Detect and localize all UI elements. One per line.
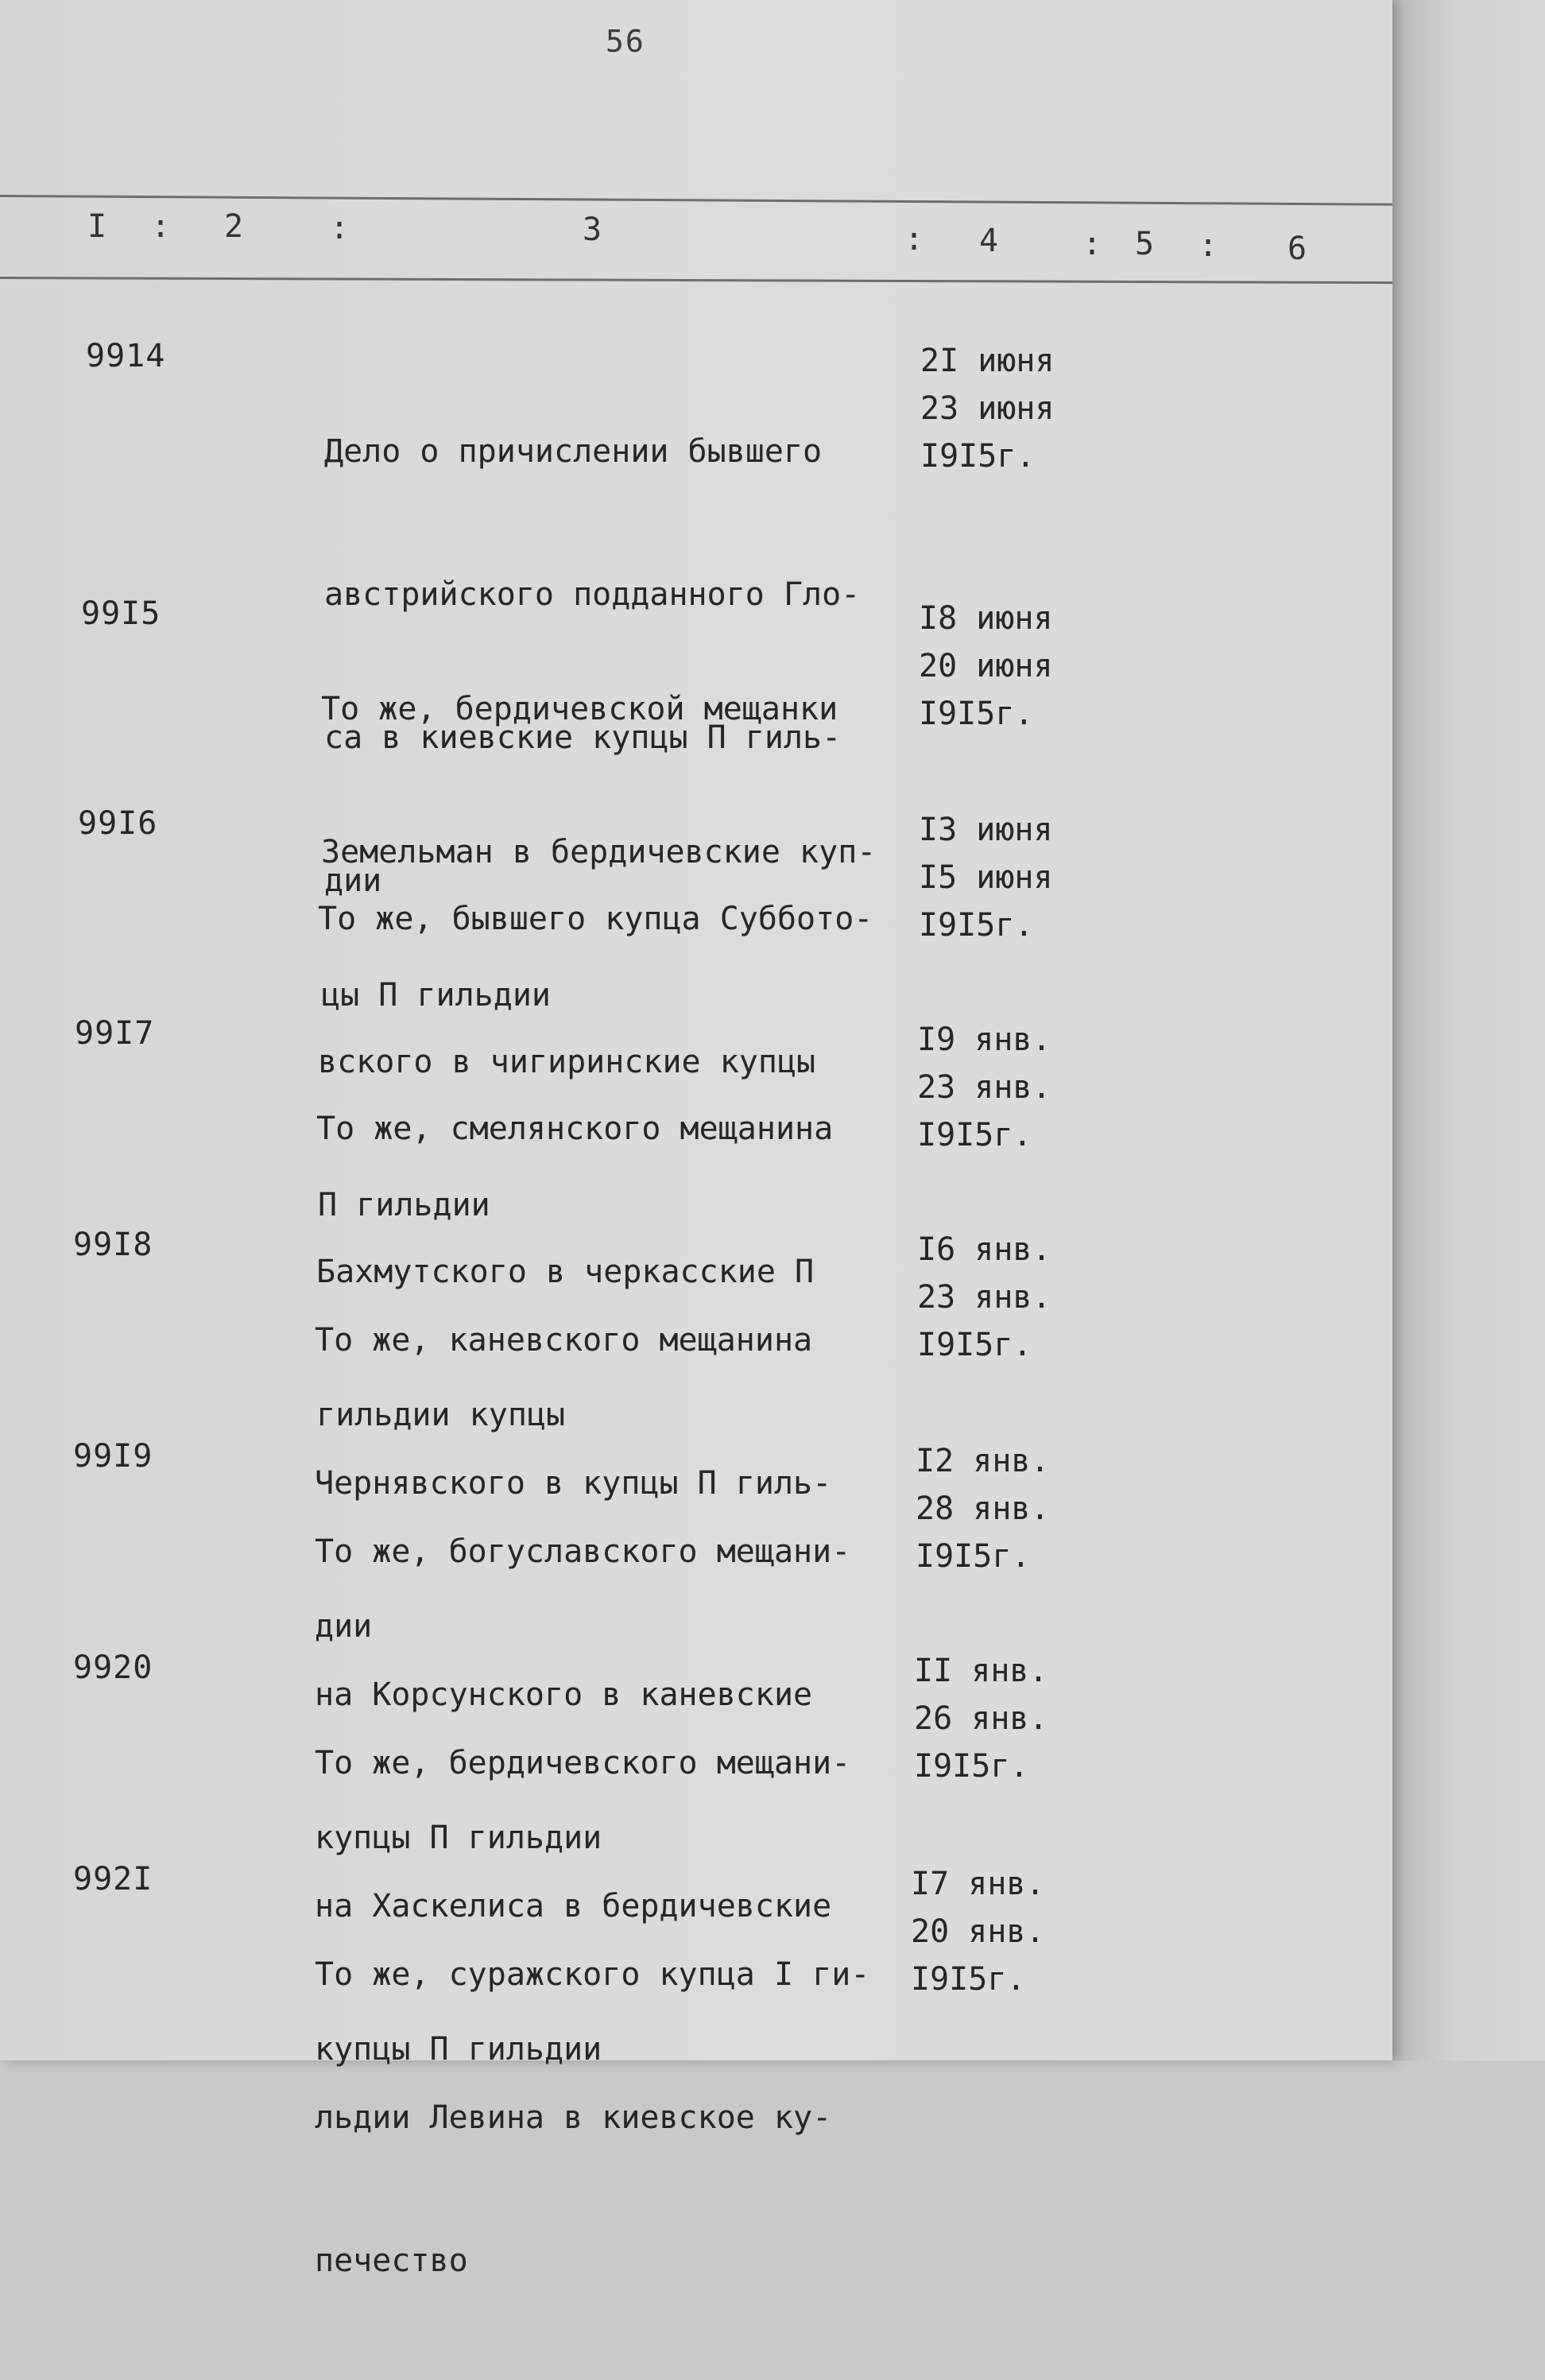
description-line: цы П гильдии [321,977,551,1014]
entry-dates [916,1437,1075,1580]
entry-number: 99I9 [73,1438,153,1475]
description-line: вского в чигиринские купцы [318,1044,816,1080]
date-start: I3 июня [919,812,1053,848]
entry-number: 99I6 [78,805,158,842]
header-rule-bottom [0,277,1392,284]
entry-dates [917,1226,1076,1369]
date-end: 23 янв. [917,1069,1051,1106]
description-line: То же, бердичевской мещанки [321,691,838,727]
column-separator: : [330,210,350,246]
entry-number: 9920 [73,1649,153,1686]
column-header-5: 5 [1135,226,1155,262]
description-line: на Корсунского в каневские [315,1676,813,1713]
description-line: купцы П гильдии [315,1820,602,1856]
column-header-2: 2 [224,208,244,245]
entry-number: 99I7 [75,1015,155,1052]
date-year: I9I5г. [911,1961,1026,1998]
entry-dates [914,1647,1073,1790]
description-line: То же, суражского купца I ги- [315,1956,870,1993]
column-separator: : [151,208,171,245]
header-rule-top [0,195,1392,206]
description-line: гильдии купцы [316,1397,566,1433]
description-line: Земельман в бердичевские куп- [321,834,877,870]
date-year: I9I5г. [914,1748,1029,1785]
date-year: I9I5г. [920,438,1036,475]
entry-dates [919,595,1078,738]
column-header-1: I [87,208,107,245]
description-line: Бахмутского в черкасские П [316,1254,815,1290]
date-start: I6 янв. [917,1231,1051,1268]
date-year: I9I5г. [917,1117,1032,1153]
column-separator: : [1198,227,1218,264]
date-start: II янв. [914,1653,1048,1689]
date-end: 23 июня [920,390,1055,427]
entry-number: 9914 [86,338,166,374]
column-header-4: 4 [979,223,999,259]
date-start: I2 янв. [916,1443,1050,1479]
date-end: 20 янв. [911,1913,1045,1950]
entry-description [315,1855,935,2380]
entry-dates [919,806,1078,949]
description-line: льдии Левина в киевское ку- [315,2099,832,2136]
date-end: 28 янв. [916,1490,1050,1527]
page-edge [1392,0,1545,2060]
description-line: печество [315,2242,468,2279]
column-separator: : [1082,226,1102,262]
description-line: Дело о причислении бывшего [324,433,823,470]
description-line: То же, бывшего купца Суббото- [318,901,873,937]
date-start: I7 янв. [911,1866,1045,1902]
description-line: То же, бердичевского мещани- [315,1745,851,1781]
entry-number: 992I [73,1861,153,1897]
date-end: I5 июня [919,859,1053,896]
page-number: 56 [606,24,645,59]
entry-number: 99I8 [73,1227,153,1263]
date-end: 23 янв. [917,1279,1051,1316]
date-end: 26 янв. [914,1700,1048,1737]
date-year: I9I5г. [919,696,1034,732]
entry-number: 99I5 [81,595,161,632]
column-separator: : [904,221,924,258]
date-end: 20 июня [919,648,1053,684]
date-year: I9I5г. [917,1327,1032,1363]
description-line: То же, богуславского мещани- [315,1533,851,1570]
description-line: Чернявского в купцы П гиль- [315,1465,832,1502]
description-line: са в киевские купцы П гиль- [324,719,842,756]
description-line: дии [324,862,382,899]
entry-dates [917,1016,1076,1159]
description-line: купцы П гильдии [315,2031,602,2068]
date-start: I9 янв. [917,1021,1051,1058]
entry-dates [920,337,1079,480]
date-year: I9I5г. [919,907,1034,944]
date-start: 2I июня [920,343,1055,379]
column-header-6: 6 [1288,231,1307,267]
description-line: П гильдии [318,1187,490,1223]
date-start: I8 июня [919,600,1053,637]
description-line: дии [315,1608,373,1645]
description-line: австрийского подданного Гло- [324,576,861,613]
date-year: I9I5г. [916,1538,1031,1575]
description-line: То же, смелянского мещанина [316,1111,834,1147]
description-line: То же, каневского мещанина [315,1322,813,1359]
description-line: на Хаскелиса в бердичевские [315,1888,832,1925]
column-header-3: 3 [583,211,602,248]
entry-dates [911,1860,1070,2003]
